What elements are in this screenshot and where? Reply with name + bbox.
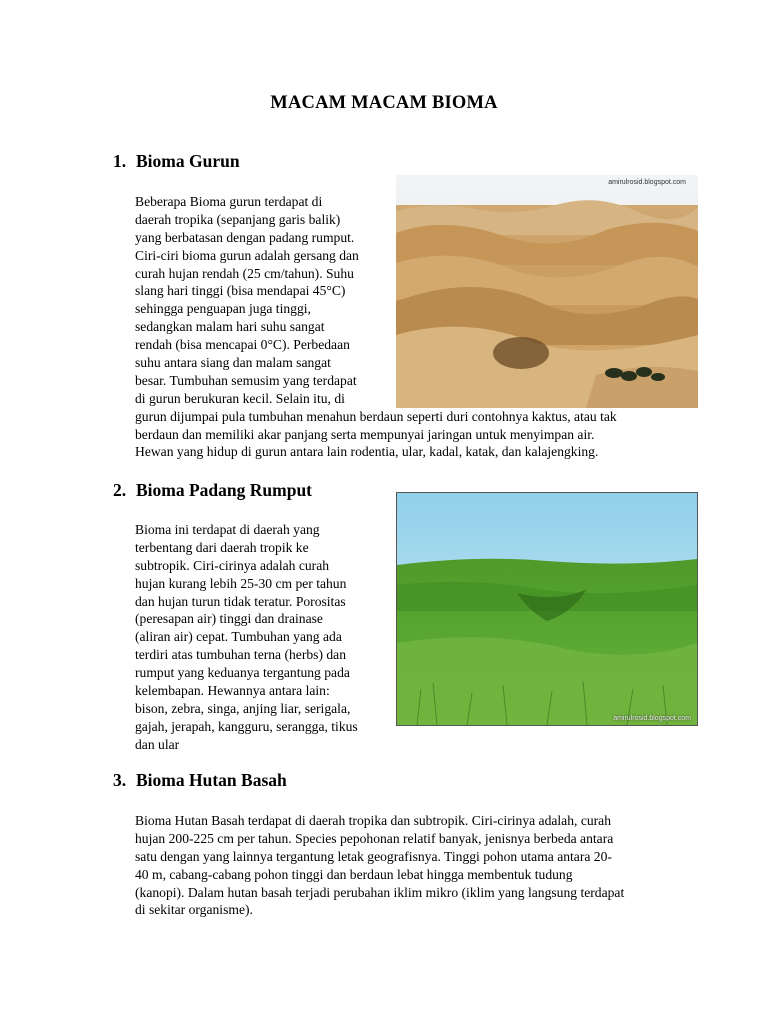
section-heading-hutan-basah [113,770,287,791]
text-line: besar. Tumbuhan semusim yang terdapat [135,372,357,388]
text-line: berdaun dan memiliki akar panjang serta mempunyai jaringan untuk menyimpan air. [135,426,595,442]
text-line: Bioma Hutan Basah terdapat di daerah tropika dan subtropik. Ciri-cirinya adalah, curah [135,813,612,828]
text-line: Beberapa Bioma gurun terdapat di [135,194,323,209]
section-title: Bioma Padang Rumput [136,480,313,500]
text-line: yang berbatasan dengan padang rumput. [135,229,355,245]
text-line: Ciri-ciri bioma gurun adalah gersang dan [135,247,359,263]
section-title: Bioma Hutan Basah [136,770,287,790]
section-number: 1. [113,151,127,171]
text-line: Hewan yang hidup di gurun antara lain rodentia, ular, kadal, katak, dan kalajengking. [135,444,599,460]
text-line: gurun dijumpai pula tumbuhan menahun berdaun seperti duri contohnya kaktus, atau tak [135,408,617,424]
text-line: di gurun berukuran kecil. Selain itu, di [135,390,345,406]
text-line: curah hujan rendah (25 cm/tahun). Suhu [135,265,354,281]
text-line: sedangkan malam hari suhu sangat [135,319,325,335]
text-line: hujan kurang lebih 25-30 cm per tahun [135,575,347,591]
section-title: Bioma Gurun [136,151,240,171]
document-title: MACAM MACAM BIOMA [270,93,498,113]
section-heading-gurun [113,151,240,172]
text-line: terdiri atas tumbuhan terna (herbs) dan [135,647,347,663]
text-line: rumput yang keduanya tergantung pada [135,665,350,681]
desert-image [396,175,698,408]
text-line: dan ular [135,736,180,752]
image-watermark: amirulrosid.blogspot.com [608,179,686,186]
text-line: Bioma ini terdapat di daerah yang [135,522,320,537]
text-line: dan hujan turun tidak teratur. Porositas [135,593,346,609]
text-line: hujan 200-225 cm per tahun. Species pepohonan relatif banyak, jenisnya berbeda antara [135,830,614,846]
text-line: satu dengan yang lainnya tergantung letak geografisnya. Tinggi pohon utama antara 20- [135,848,612,864]
text-line: di sekitar organisme). [135,902,253,918]
text-line: gajah, jerapah, kangguru, serangga, tikus [135,718,358,734]
text-line: (peresapan air) tinggi dan drainase [135,611,323,627]
text-line: 40 m, cabang-cabang pohon tinggi dan berdaun lebat hingga membentuk tudung [135,866,573,882]
text-line: (kanopi). Dalam hutan basah terjadi perubahan iklim mikro (iklim yang langsung terdapat [135,884,625,900]
text-line: suhu antara siang dan malam sangat [135,355,331,371]
section-text-hutan-basah [135,812,624,919]
section-number: 2. [113,480,127,500]
section-text-padang-rumput [135,521,358,754]
text-line: bison, zebra, singa, anjing liar, serigala, [135,700,351,716]
grassland-image [396,492,698,726]
image-watermark: amirulrosid.blogspot.com [613,715,691,722]
text-line: daerah tropika (sepanjang garis balik) [135,211,341,227]
section-heading-padang-rumput [113,480,312,501]
text-line: kelembapan. Hewannya antara lain: [135,683,330,699]
text-line: terbentang dari daerah tropik ke [135,539,309,555]
text-line: subtropik. Ciri-cirinya adalah curah [135,557,330,573]
text-line: (aliran air) cepat. Tumbuhan yang ada [135,629,342,645]
text-line: sehingga penguapan juga tinggi, [135,301,311,317]
section-number: 3. [113,770,127,790]
text-line: slang hari tinggi (bisa mendapai 45°C) [135,283,346,299]
text-line: rendah (bisa mencapai 0°C). Perbedaan [135,337,350,353]
